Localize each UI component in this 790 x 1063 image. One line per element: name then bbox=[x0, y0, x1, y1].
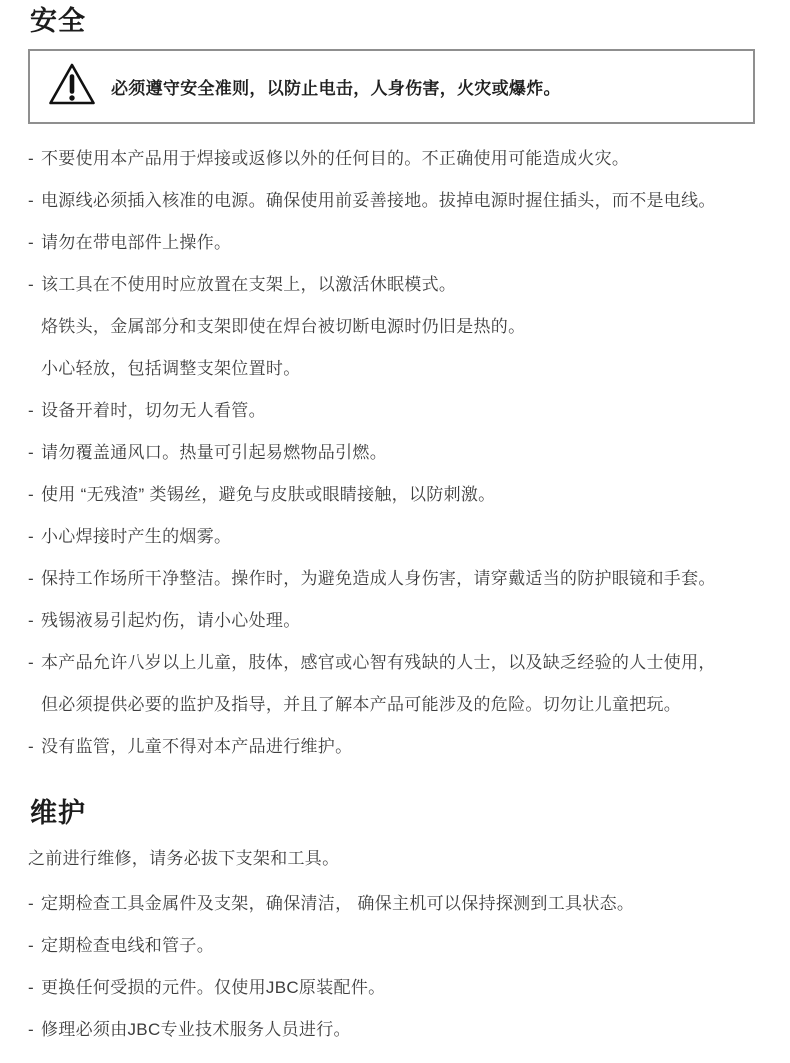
safety-item-text: 设备开着时，切勿无人看管。 bbox=[41, 401, 266, 421]
safety-item-text: 请勿在带电部件上操作。 bbox=[41, 233, 232, 253]
safety-list-item bbox=[28, 443, 756, 462]
maintenance-item-text: 定期检查工具金属件及支架，确保清洁， 确保主机可以保持探测到工具状态。 bbox=[41, 894, 635, 914]
safety-list-item bbox=[28, 275, 756, 294]
safety-list-item bbox=[28, 149, 756, 168]
safety-item-text: 该工具在不使用时应放置在支架上，以激活休眠模式。 bbox=[41, 275, 457, 295]
safety-list-item bbox=[28, 359, 756, 378]
maintenance-item-text: 更换任何受损的元件。仅使用JBC原装配件。 bbox=[41, 978, 386, 998]
safety-list-item bbox=[28, 695, 756, 714]
maintenance-list-item bbox=[28, 1020, 756, 1039]
safety-item-text: 小心焊接时产生的烟雾。 bbox=[41, 527, 232, 547]
safety-item-text: 请勿覆盖通风口。热量可引起易燃物品引燃。 bbox=[41, 443, 387, 463]
safety-item-text: 但必须提供必要的监护及指导，并且了解本产品可能涉及的危险。切勿让儿童把玩。 bbox=[41, 695, 682, 715]
maintenance-list-item bbox=[28, 936, 756, 955]
safety-list-item bbox=[28, 737, 756, 756]
safety-list-item bbox=[28, 191, 756, 210]
safety-list-item bbox=[28, 653, 756, 672]
safety-item-text: 保持工作场所干净整洁。操作时，为避免造成人身伤害，请穿戴适当的防护眼镜和手套。 bbox=[41, 569, 716, 589]
warning-box bbox=[28, 49, 755, 124]
maintenance-item-text: 修理必须由JBC专业技术服务人员进行。 bbox=[41, 1020, 351, 1040]
safety-list-item bbox=[28, 317, 756, 336]
safety-list bbox=[28, 149, 756, 756]
bullet-dash: - bbox=[28, 936, 34, 956]
safety-list-item bbox=[28, 569, 756, 588]
bullet-dash: - bbox=[28, 1020, 34, 1040]
safety-item-text: 没有监管，儿童不得对本产品进行维护。 bbox=[41, 737, 353, 757]
bullet-dash: - bbox=[28, 653, 34, 673]
bullet-dash: - bbox=[28, 611, 34, 631]
safety-item-text: 本产品允许八岁以上儿童，肢体，感官或心智有残缺的人士，以及缺乏经验的人士使用， bbox=[41, 653, 716, 673]
maintenance-list bbox=[28, 894, 756, 1039]
warning-text: 必须遵守安全准则，以防止电击，人身伤害，火灾或爆炸。 bbox=[111, 79, 561, 99]
bullet-dash: - bbox=[28, 527, 34, 547]
maintenance-item-text: 定期检查电线和管子。 bbox=[41, 936, 214, 956]
bullet-dash: - bbox=[28, 978, 34, 998]
safety-item-text: 残锡液易引起灼伤，请小心处理。 bbox=[41, 611, 301, 631]
bullet-dash: - bbox=[28, 894, 34, 914]
bullet-dash: - bbox=[28, 737, 34, 757]
maintenance-section-title: 维护 bbox=[30, 798, 86, 829]
maintenance-intro: 之前进行维修，请务必拔下支架和工具。 bbox=[28, 849, 340, 869]
bullet-dash: - bbox=[28, 191, 34, 211]
bullet-dash: - bbox=[28, 485, 34, 505]
safety-item-text: 小心轻放，包括调整支架位置时。 bbox=[41, 359, 301, 379]
maintenance-list-item bbox=[28, 894, 756, 913]
safety-item-text: 使用 “无残渣” 类锡丝，避免与皮肤或眼睛接触，以防刺激。 bbox=[41, 485, 496, 505]
warning-triangle-icon bbox=[48, 62, 96, 111]
safety-list-item bbox=[28, 527, 756, 546]
maintenance-list-item bbox=[28, 978, 756, 997]
safety-list-item bbox=[28, 233, 756, 252]
bullet-dash: - bbox=[28, 233, 34, 253]
bullet-dash: - bbox=[28, 275, 34, 295]
safety-item-text: 不要使用本产品用于焊接或返修以外的任何目的。不正确使用可能造成火灾。 bbox=[41, 149, 630, 169]
safety-item-text: 烙铁头，金属部分和支架即使在焊台被切断电源时仍旧是热的。 bbox=[41, 317, 526, 337]
safety-list-item bbox=[28, 485, 756, 504]
bullet-dash: - bbox=[28, 443, 34, 463]
safety-item-text: 电源线必须插入核准的电源。确保使用前妥善接地。拔掉电源时握住插头，而不是电线。 bbox=[41, 191, 716, 211]
safety-list-item bbox=[28, 401, 756, 420]
bullet-dash: - bbox=[28, 569, 34, 589]
bullet-dash: - bbox=[28, 149, 34, 169]
safety-list-item bbox=[28, 611, 756, 630]
safety-section-title: 安全 bbox=[30, 6, 86, 36]
bullet-dash: - bbox=[28, 401, 34, 421]
